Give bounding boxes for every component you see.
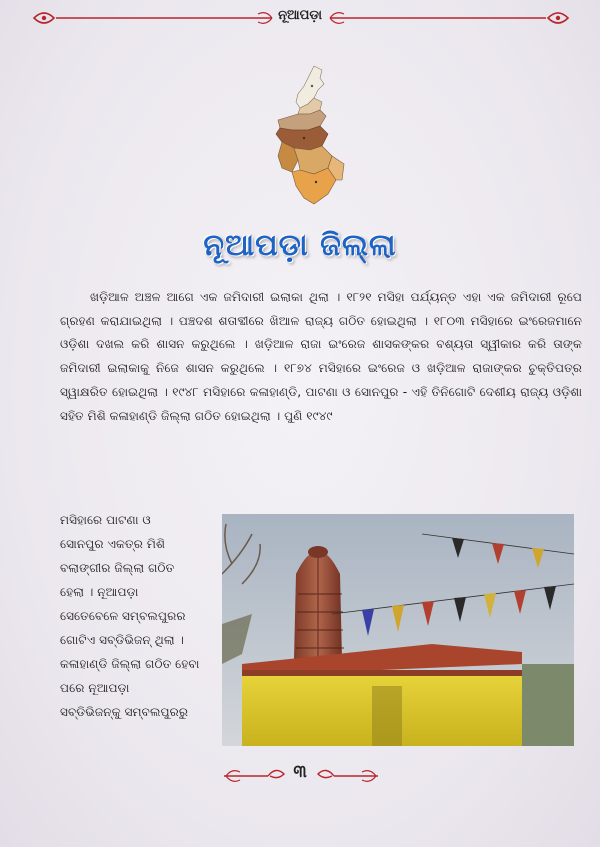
page-number: ୩ (293, 762, 307, 782)
narrow-line: ସୋନପୁର ଏକତ୍ର ମିଶି (60, 537, 166, 551)
narrow-line: ସବ୍‌ଡିଭିଜନ୍‌କୁ ସମ୍ବଲପୁରରୁ (60, 705, 189, 719)
narrow-text-column (60, 508, 210, 724)
page-header (0, 0, 600, 36)
narrow-line: ଗୋଟିଏ ସବ୍‌ଡିଭିଜନ୍ ଥିଲା । (60, 633, 185, 647)
temple-photo (222, 514, 574, 746)
narrow-line: ମସିହାରେ ପାଟଣା ଓ (60, 513, 151, 527)
paragraph-text: ଖଡ଼ିଆଳ ଅଞ୍ଚଳ ଆଗେ ଏକ ଜମିଦାରୀ ଇଲାକା ଥିଲା । ୧୮୨୧ ମସିହା ପର୍ଯ୍ୟନ୍ତ ଏହା ଏକ ଜମିଦାରୀ ରୂପେ ଗ୍ରହଣ କରାଯାଇଥିଲା । ପଞ୍ଚଦଶ ଶତାବ୍ଦୀରେ ଖିଆଳ ରାଜ୍ୟ ଗଠିତ ହୋଇଥିଲା । ୧୮୦୩ ମସିହାରେ ଇଂରେଜମାନେ ଓଡ଼ିଶା ଦଖଲ କରି ଶାସନ କରୁଥିଲେ । ଖଡ଼ିଆଳ ରାଜା ଇଂରେଜ ଶାସକଙ୍କର ବଶ୍ୟତା ସ୍ୱୀକାର କରି ତାଙ୍କ ଜମିଦାରୀ ଇଲାକାକୁ ନିଜେ ଶାସନ କରୁଥିଲେ । ୧୮୭୪ ମସିହାରେ ଇଂରେଜ ଓ ଖଡ଼ିଆଳ ରାଜାଙ୍କର ଚୁକ୍ତିପତ୍ର ସ୍ୱାକ୍ଷରିତ ହୋଇଥିଲା । ୧୯୪୮ ମସିହାରେ କଳାହାଣ୍ଡି, ପାଟଣା ଓ ସୋନପୁର - ଏହି ତିନିଗୋଟି ଦେଶୀୟ ରାଜ୍ୟ ଓଡ଼ିଶା ସହିତ ମିଶି କଳାହାଣ୍ଡି ଜିଲ୍ଲା ଗଠିତ ହୋଇଥିଲା । ପୁଣି ୧୯୪୯ (60, 290, 582, 423)
header-ornament-right-icon (322, 6, 572, 30)
district-map (270, 64, 352, 214)
footer-ornament-left-icon (222, 764, 288, 788)
header-title: ନୂଆପଡ଼ା (278, 8, 322, 23)
footer-ornament-right-icon (314, 764, 380, 788)
narrow-line: କଳାହାଣ୍ଡି ଜିଲ୍ଲା ଗଠିତ ହେବା (60, 657, 200, 671)
narrow-line: ହେଲା । ନୂଆପଡ଼ା (60, 585, 139, 599)
page-title: ନୂଆପଡ଼ା ଜିଲ୍ଲା (203, 228, 397, 263)
main-paragraph (60, 286, 582, 428)
narrow-line: ପରେ ନୂଆପଡ଼ା (60, 681, 130, 695)
narrow-line: ସେତେବେଳେ ସମ୍ବଲପୁରର (60, 609, 186, 623)
temple-photo-icon (222, 514, 574, 746)
district-map-icon (270, 64, 352, 214)
narrow-line: ବଲାଙ୍ଗୀର ଜିଲ୍ଲା ଗଠିତ (60, 561, 175, 575)
